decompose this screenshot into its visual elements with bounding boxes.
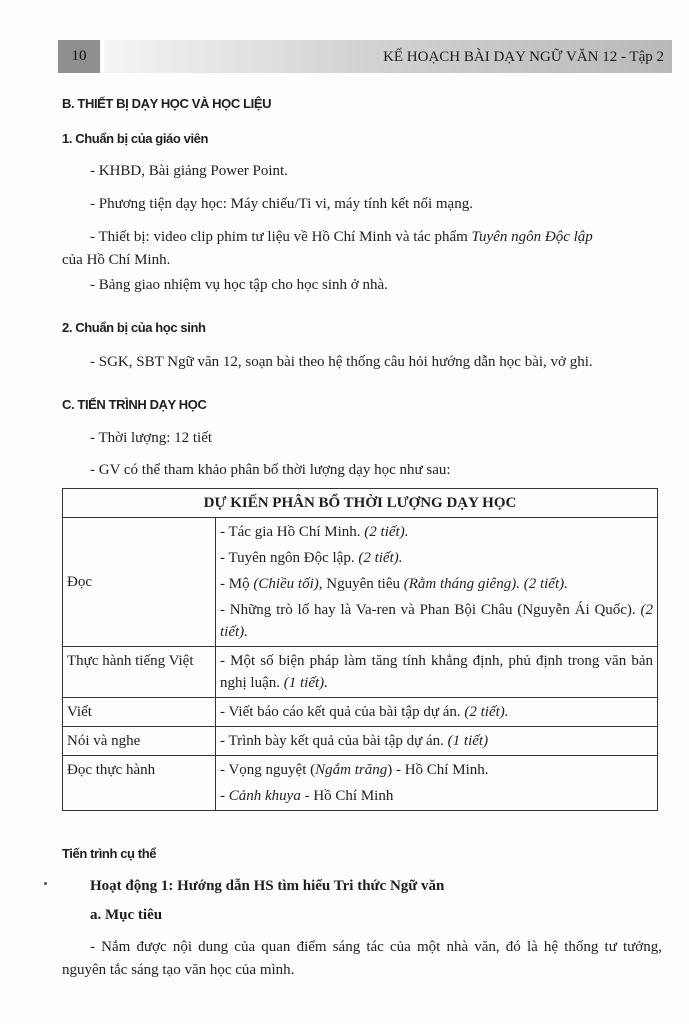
row-label-reading-practice: Đọc thực hành — [63, 756, 216, 811]
doc-item-4: - Những trò lố hay là Va-ren và Phan Bội Châu (Nguyễn Ái Quốc). (2 tiết). — [220, 602, 653, 640]
table-header: DỰ KIẾN PHÂN BỔ THỜI LƯỢNG DẠY HỌC — [63, 489, 658, 518]
page-header — [58, 40, 672, 73]
row-label-practice: Thực hành tiếng Việt — [63, 647, 216, 698]
row-label-doc: Đọc — [63, 518, 216, 647]
reference-text: - GV có thể tham khảo phân bố thời lượng dạy học như sau: — [90, 462, 451, 478]
row-label-speaking: Nói và nghe — [63, 727, 216, 756]
process-title: Tiến trình cụ thể — [62, 846, 157, 861]
student-prep-title: 2. Chuẩn bị của học sinh — [62, 320, 206, 335]
teacher-item-3-cont: của Hồ Chí Minh. — [62, 252, 171, 268]
practice-item: - Một số biện pháp làm tăng tính khẳng định, phủ định trong văn bản nghị luận. (1 tiết). — [216, 647, 658, 698]
teacher-prep-title: 1. Chuẩn bị của giáo viên — [62, 131, 209, 146]
speaking-item: - Trình bày kết quả của bài tập dự án. (1 tiết) — [216, 727, 658, 756]
table-row — [63, 698, 658, 727]
header-bar — [104, 40, 672, 73]
reading-practice-item-2: - Cảnh khuya - Hồ Chí Minh — [220, 788, 394, 804]
book-title: KẾ HOẠCH BÀI DẠY NGỮ VĂN 12 - Tập 2 — [383, 49, 664, 65]
table-row — [63, 647, 658, 698]
teacher-item-3: - Thiết bị: video clip phim tư liệu về Hồ Chí Minh và tác phẩm Tuyên ngôn Độc lập — [90, 229, 593, 245]
table-row — [63, 756, 658, 811]
stray-mark — [44, 882, 47, 885]
table-header-row — [63, 489, 658, 518]
reading-practice-item-1: - Vọng nguyệt (Ngắm trăng) - Hồ Chí Minh. — [220, 762, 489, 778]
teacher-item-1: - KHBD, Bài giảng Power Point. — [90, 163, 288, 179]
row-label-writing: Viết — [63, 698, 216, 727]
activity-title: Hoạt động 1: Hướng dẫn HS tìm hiểu Tri thức Ngữ văn — [90, 878, 445, 894]
duration-text: - Thời lượng: 12 tiết — [90, 430, 213, 446]
goal-title: a. Mục tiêu — [90, 907, 163, 923]
doc-item-3: - Mộ (Chiều tối), Nguyên tiêu (Rằm tháng giêng). (2 tiết). — [220, 576, 568, 592]
time-allocation-table — [62, 488, 658, 811]
table-row — [63, 727, 658, 756]
page-number: 10 — [58, 40, 100, 73]
student-item: - SGK, SBT Ngữ văn 12, soạn bài theo hệ thống câu hỏi hướng dẫn học bài, vở ghi. — [90, 354, 593, 370]
teacher-item-4: - Bảng giao nhiệm vụ học tập cho học sinh ở nhà. — [90, 277, 388, 293]
section-b-title: B. THIẾT BỊ DẠY HỌC VÀ HỌC LIỆU — [62, 96, 272, 111]
doc-item-2: - Tuyên ngôn Độc lập. (2 tiết). — [220, 550, 403, 566]
writing-item: - Viết báo cáo kết quả của bài tập dự án. (2 tiết). — [216, 698, 658, 727]
teacher-item-2: - Phương tiện dạy học: Máy chiếu/Ti vi, máy tính kết nối mạng. — [90, 196, 473, 212]
doc-item-1: - Tác gia Hồ Chí Minh. (2 tiết). — [220, 524, 409, 540]
goal-text: - Nắm được nội dung của quan điểm sáng tác của một nhà văn, đó là hệ thống tư tưởng, nguyên tắc sáng tạo văn học của mình. — [62, 939, 662, 978]
table-row — [63, 518, 658, 647]
section-c-title: C. TIẾN TRÌNH DẠY HỌC — [62, 397, 207, 412]
